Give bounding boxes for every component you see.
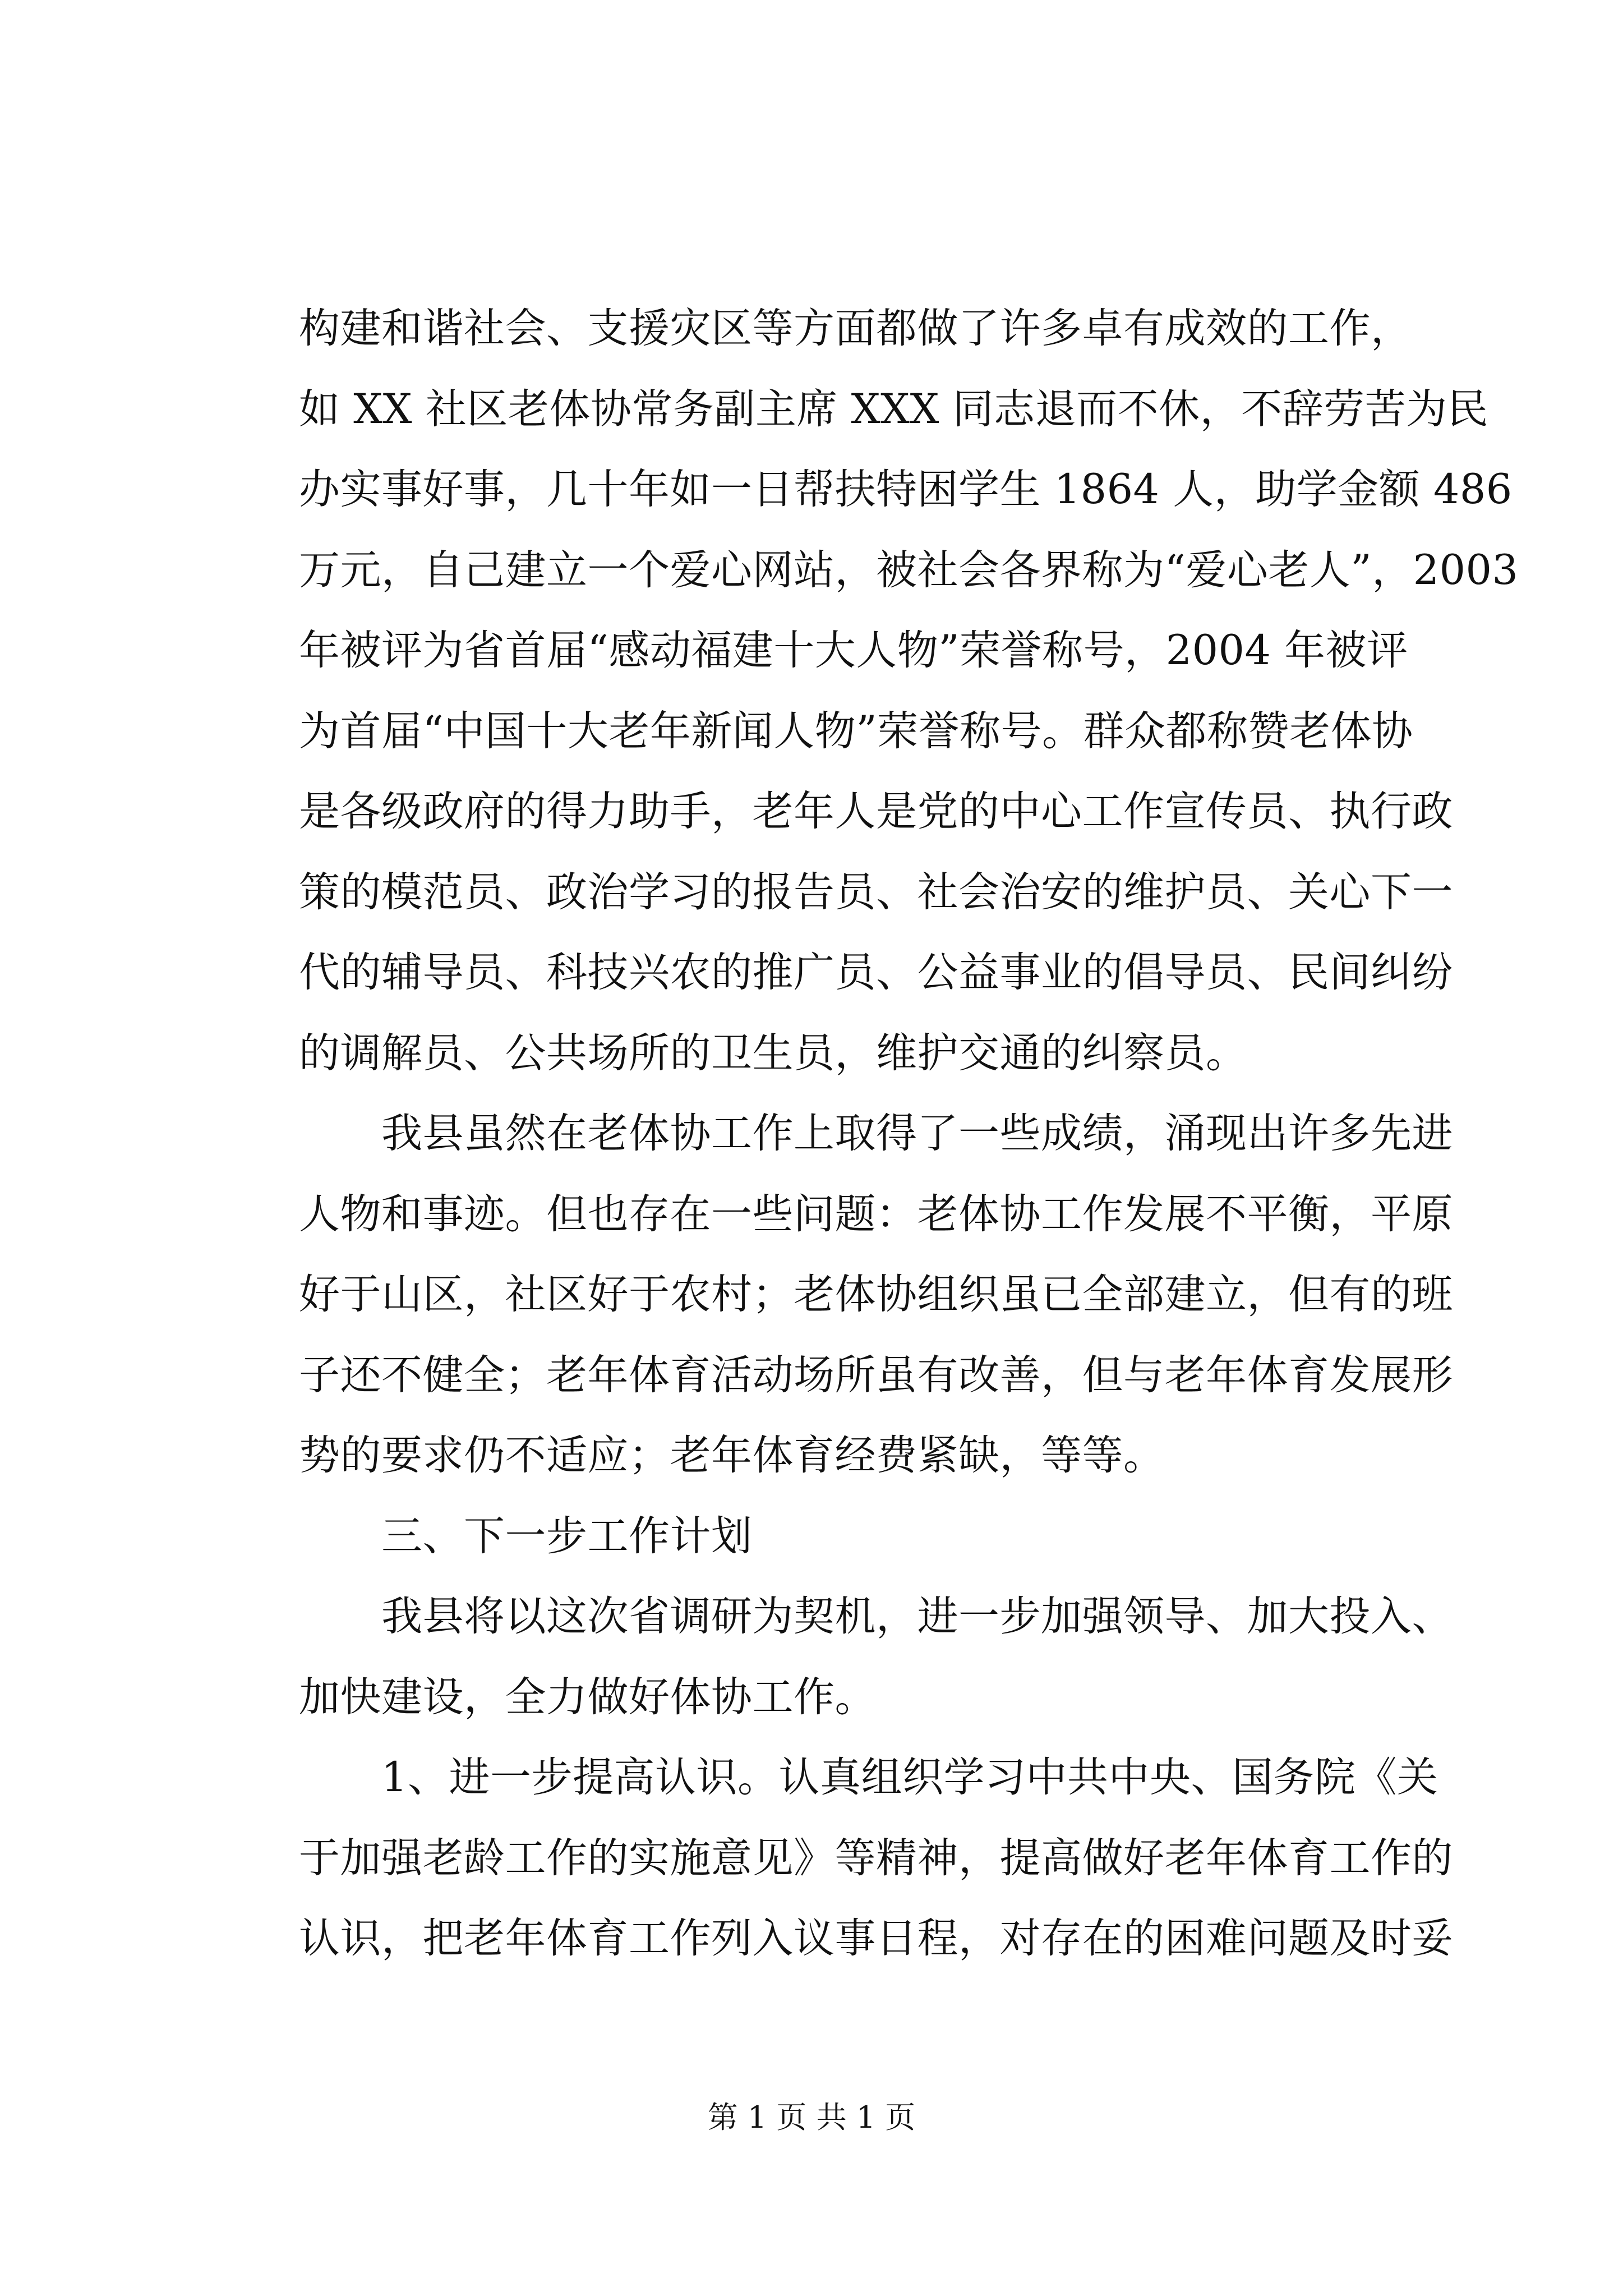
text-line: 代的辅导员、科技兴农的推广员、公益事业的倡导员、民间纠纷: [299, 949, 1453, 996]
text-line: 人物和事迹。但也存在一些问题：老体协工作发展不平衡，平原: [299, 1190, 1453, 1238]
text-line: 年被评为省首届“感动福建十大人物”荣誉称号，2004 年被评: [299, 627, 1408, 674]
text-line: 子还不健全；老年体育活动场所虽有改善，但与老年体育发展形: [299, 1351, 1453, 1399]
text-line: 办实事好事，几十年如一日帮扶特困学生 1864 人，助学金额 486: [299, 466, 1513, 513]
text-line: 加快建设，全力做好体协工作。: [299, 1673, 876, 1721]
text-line: 万元，自己建立一个爱心网站，被社会各界称为“爱心老人”，2003: [299, 546, 1519, 594]
section-heading: 三、下一步工作计划: [299, 1512, 753, 1560]
text-line: 于加强老龄工作的实施意见》等精神，提高做好老年体育工作的: [299, 1834, 1453, 1882]
text-line: 构建和谐社会、支援灾区等方面都做了许多卓有成效的工作，: [299, 305, 1412, 352]
page-number-footer: 第 1 页 共 1 页: [707, 2100, 916, 2135]
text-line: 认识，把老年体育工作列入议事日程，对存在的困难问题及时妥: [299, 1915, 1453, 1962]
text-line: 是各级政府的得力助手，老年人是党的中心工作宣传员、执行政: [299, 788, 1453, 835]
text-line: 我县将以这次省调研为契机，进一步加强领导、加大投入、: [299, 1593, 1453, 1640]
document-body: [299, 288, 1519, 1979]
text-line: 策的模范员、政治学习的报告员、社会治安的维护员、关心下一: [299, 868, 1453, 916]
text-line: 为首届“中国十大老年新闻人物”荣誉称号。群众都称赞老体协: [299, 707, 1413, 755]
text-line: 的调解员、公共场所的卫生员，维护交通的纠察员。: [299, 1029, 1247, 1077]
text-line: 势的要求仍不适应；老年体育经费紧缺，等等。: [299, 1432, 1165, 1479]
text-line: 1、进一步提高认识。认真组织学习中共中央、国务院《关: [299, 1754, 1438, 1801]
text-line: 我县虽然在老体协工作上取得了一些成绩，涌现出许多先进: [299, 1110, 1453, 1157]
text-line: 如 XX 社区老体协常务副主席 XXX 同志退而不休，不辞劳苦为民: [299, 385, 1489, 433]
text-line: 好于山区，社区好于农村；老体协组织虽已全部建立，但有的班: [299, 1271, 1453, 1318]
